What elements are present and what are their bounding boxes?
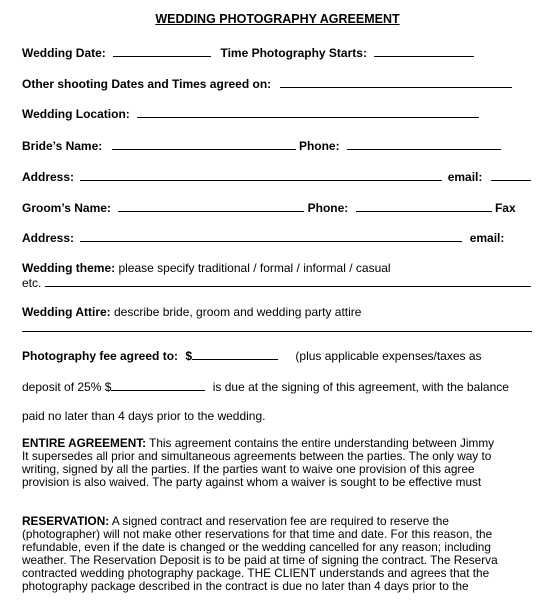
reservation-line-5: contracted wedding photography package. THE CLIENT understands and agrees that the bbox=[22, 566, 490, 580]
fee-field[interactable] bbox=[192, 348, 278, 360]
groom-email-label: email: bbox=[469, 231, 505, 245]
location-row bbox=[22, 106, 479, 122]
bride-phone-field[interactable] bbox=[347, 138, 501, 150]
entire-line-1: This agreement contains the entire understanding between Jimmy bbox=[146, 436, 495, 450]
groom-address-row bbox=[22, 230, 504, 246]
fee-note: (plus applicable expenses/taxes as bbox=[295, 349, 482, 363]
entire-agreement-label: ENTIRE AGREEMENT: bbox=[22, 436, 147, 450]
other-dates-row bbox=[22, 76, 512, 92]
entire-agreement-paragraph bbox=[22, 437, 555, 489]
theme-row bbox=[22, 261, 391, 276]
theme-etc-label: etc. bbox=[22, 276, 42, 290]
bride-email-field[interactable] bbox=[491, 169, 531, 181]
attire-desc: describe bride, groom and wedding party attire bbox=[110, 305, 362, 319]
groom-address-field[interactable] bbox=[80, 230, 462, 242]
reservation-line-4: weather. The Reservation Deposit is to be paid at time of signing the contract. The Reserva bbox=[22, 553, 498, 567]
bride-row bbox=[22, 138, 501, 154]
balance-row bbox=[22, 409, 266, 424]
groom-name-label: Groom’s Name: bbox=[22, 201, 111, 215]
theme-field[interactable] bbox=[45, 275, 531, 287]
entire-line-3: writing, signed by all the parties. If the parties want to waive one provision of this agree bbox=[22, 462, 475, 476]
wedding-date-row bbox=[22, 45, 474, 61]
other-dates-label: Other shooting Dates and Times agreed on: bbox=[22, 77, 272, 91]
groom-name-field[interactable] bbox=[118, 200, 304, 212]
reservation-line-6: photography package described in the contract is due no later than 4 days prior to the bbox=[22, 579, 469, 593]
location-field[interactable] bbox=[137, 106, 479, 118]
entire-line-2: It supersedes all prior and simultaneous agreements between the parties. The only way to bbox=[22, 449, 492, 463]
reservation-line-2: (photographer) will not make other reservations for that time and date. For this reason, the bbox=[22, 527, 493, 541]
wedding-date-label: Wedding Date: bbox=[22, 46, 106, 60]
bride-name-field[interactable] bbox=[112, 138, 296, 150]
attire-label: Wedding Attire: bbox=[22, 305, 111, 319]
fee-label: Photography fee agreed to: bbox=[22, 349, 179, 363]
groom-fax-label: Fax bbox=[494, 201, 516, 215]
deposit-row bbox=[22, 379, 509, 395]
theme-etc-row bbox=[22, 275, 531, 291]
bride-phone-label: Phone: bbox=[298, 139, 340, 153]
balance-note: paid no later than 4 days prior to the wedding. bbox=[22, 409, 266, 423]
reservation-line-1: A signed contract and reservation fee are required to reserve the bbox=[109, 514, 449, 528]
deposit-label: deposit of 25% $ bbox=[22, 380, 112, 394]
groom-row bbox=[22, 200, 516, 216]
bride-name-label: Bride’s Name: bbox=[22, 139, 103, 153]
groom-address-label: Address: bbox=[22, 231, 75, 245]
deposit-field[interactable] bbox=[111, 379, 205, 391]
bride-email-label: email: bbox=[447, 170, 483, 184]
theme-desc: please specify traditional / formal / informal / casual bbox=[115, 261, 391, 275]
reservation-paragraph bbox=[22, 515, 555, 593]
reservation-label: RESERVATION: bbox=[22, 514, 110, 528]
time-starts-field[interactable] bbox=[374, 45, 474, 57]
deposit-note: is due at the signing of this agreement, with the balance bbox=[212, 380, 509, 394]
wedding-date-field[interactable] bbox=[113, 45, 211, 57]
fee-row bbox=[22, 348, 482, 364]
bride-address-label: Address: bbox=[22, 170, 75, 184]
groom-phone-field[interactable] bbox=[356, 200, 492, 212]
attire-row bbox=[22, 305, 361, 320]
theme-label: Wedding theme: bbox=[22, 261, 116, 275]
fee-dollar: $ bbox=[185, 349, 193, 363]
other-dates-field[interactable] bbox=[280, 76, 512, 88]
bride-address-field[interactable] bbox=[80, 169, 442, 181]
entire-line-4: provision is also waived. The party against whom a waiver is sought to be effective must bbox=[22, 475, 482, 489]
bride-address-row bbox=[22, 169, 531, 185]
location-label: Wedding Location: bbox=[22, 107, 130, 121]
reservation-line-3: refundable, even if the date is changed or the wedding cancelled for any reason; including bbox=[22, 540, 491, 554]
groom-phone-label: Phone: bbox=[307, 201, 349, 215]
time-starts-label: Time Photography Starts: bbox=[220, 46, 367, 60]
attire-field[interactable] bbox=[22, 331, 532, 332]
document-title: WEDDING PHOTOGRAPHY AGREEMENT bbox=[155, 12, 400, 26]
